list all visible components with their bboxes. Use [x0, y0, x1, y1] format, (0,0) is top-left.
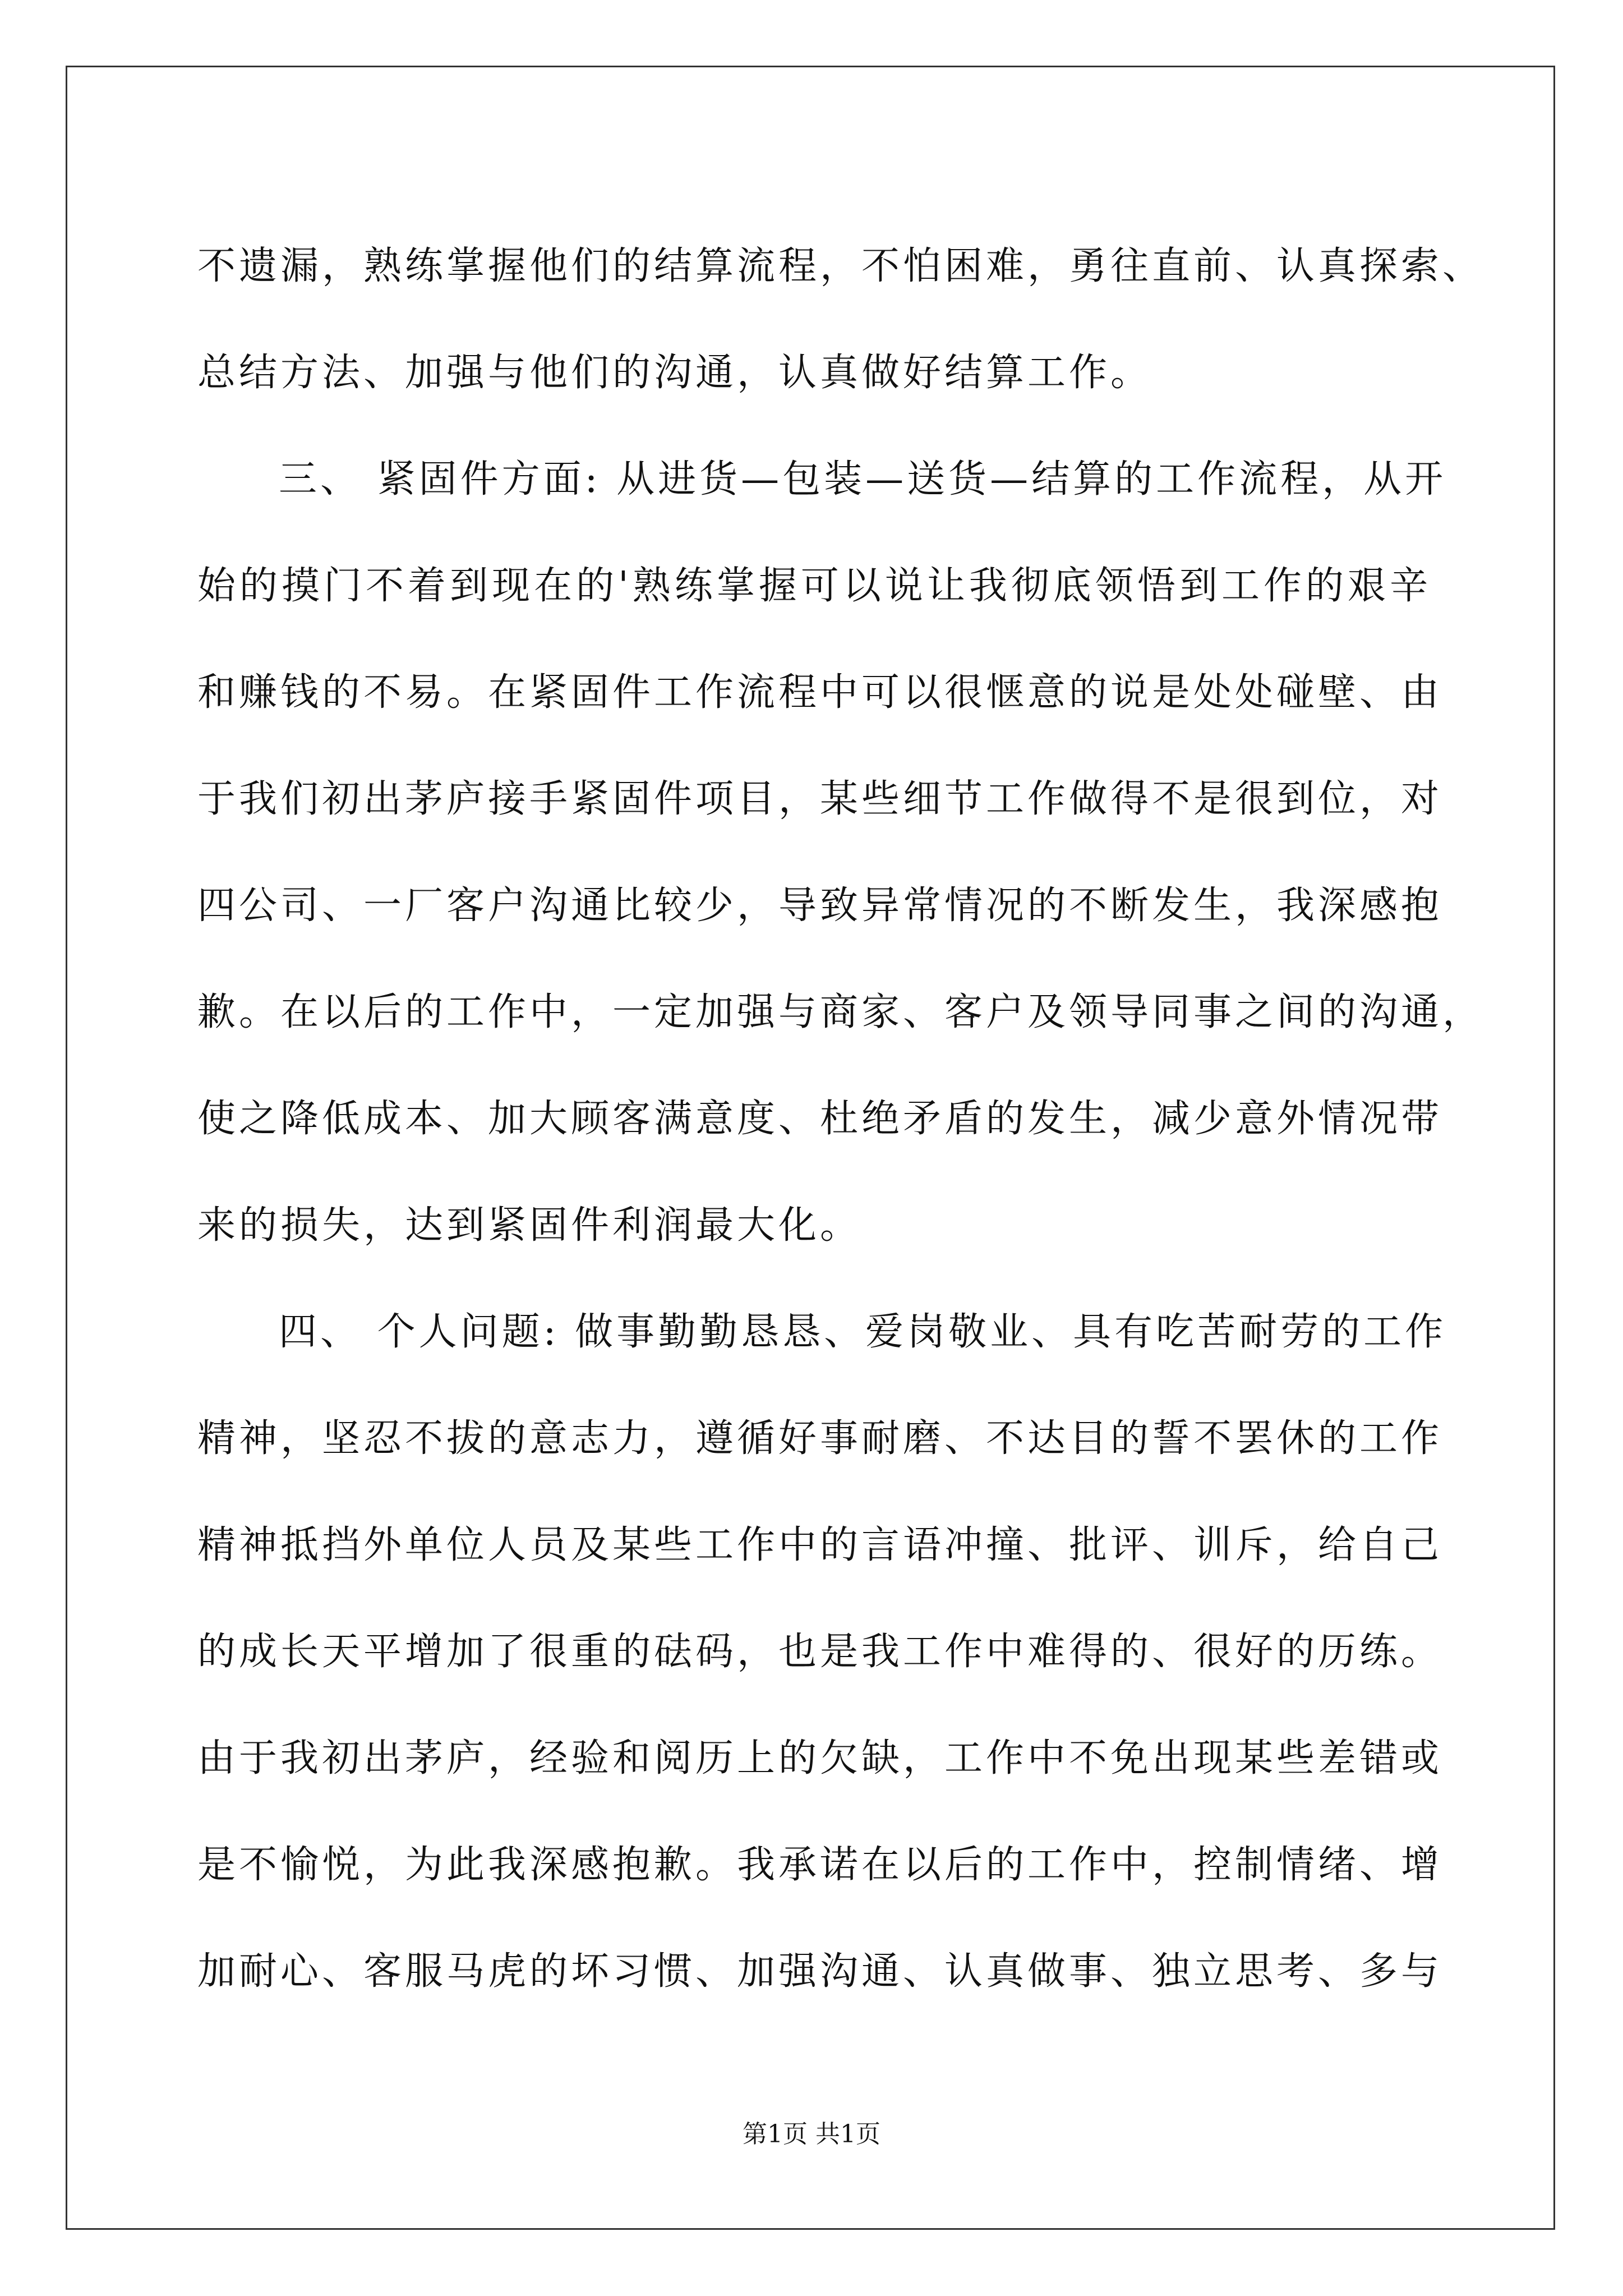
text-line: 始的摸门不着到现在的'熟练掌握可以说让我彻底领悟到工作的艰辛 [197, 564, 1431, 608]
text-line: 于我们初出茅庐接手紧固件项目，某些细节工作做得不是很到位，对 [197, 777, 1443, 821]
paragraph-start-line: 四、 个人问题: 做事勤勤恳恳、爱岗敬业、具有吃苦耐劳的工作 [279, 1310, 1447, 1354]
text-line: 总结方法、加强与他们的沟通，认真做好结算工作。 [197, 351, 1152, 395]
text-line: 由于我初出茅庐，经验和阅历上的欠缺，工作中不免出现某些差错或 [197, 1736, 1443, 1780]
text-line: 加耐心、客服马虎的坏习惯、加强沟通、认真做事、独立思考、多与 [197, 1949, 1443, 1994]
paragraph-start-line: 三、 紧固件方面: 从进货—包装—送货—结算的工作流程，从开 [279, 457, 1447, 501]
text-line: 精神，坚忍不拔的意志力，遵循好事耐磨、不达目的誓不罢休的工作 [197, 1416, 1443, 1461]
text-line: 和赚钱的不易。在紧固件工作流程中可以很惬意的说是处处碰壁、由 [197, 670, 1443, 715]
text-line: 精神抵挡外单位人员及某些工作中的言语冲撞、批评、训斥，给自己 [197, 1523, 1443, 1567]
text-line: 四公司、一厂客户沟通比较少，导致异常情况的不断发生，我深感抱 [197, 884, 1443, 928]
text-line: 歉。在以后的工作中，一定加强与商家、客户及领导同事之间的沟通， [197, 990, 1484, 1034]
document-body [197, 213, 1484, 2025]
text-line: 来的损失，达到紧固件利润最大化。 [197, 1203, 862, 1248]
page-footer: 第1页 共1页 [743, 2120, 880, 2148]
text-line: 使之降低成本、加大顾客满意度、杜绝矛盾的发生，减少意外情况带 [197, 1097, 1443, 1141]
text-line: 的成长天平增加了很重的砝码，也是我工作中难得的、很好的历练。 [197, 1630, 1443, 1674]
text-line: 是不愉悦，为此我深感抱歉。我承诺在以后的工作中，控制情绪、增 [197, 1843, 1443, 1887]
text-line: 不遗漏，熟练掌握他们的结算流程，不怕困难，勇往直前、认真探索、 [197, 244, 1484, 288]
